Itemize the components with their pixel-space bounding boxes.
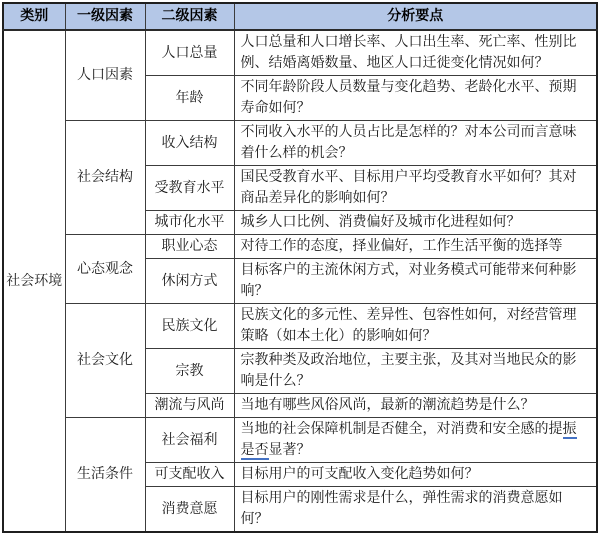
factor-cell: 生活条件 bbox=[65, 418, 145, 533]
header-row bbox=[3, 3, 597, 30]
table-row bbox=[3, 304, 597, 349]
sub-factor-cell: 职业心态 bbox=[145, 235, 234, 259]
points-cell: 对待工作的态度，择业偏好，工作生活平衡的选择等 bbox=[234, 235, 597, 259]
points-cell: 国民受教育水平、目标用户平均受教育水平如何？其对商品差异化的影响如何？ bbox=[234, 166, 597, 211]
points-text-post: 显著？ bbox=[268, 442, 311, 458]
sub-factor-cell: 受教育水平 bbox=[145, 166, 234, 211]
category-cell: 社会环境 bbox=[3, 30, 65, 532]
sub-factor-cell: 人口总量 bbox=[145, 30, 234, 76]
header-cell-analysis-points: 分析要点 bbox=[234, 3, 597, 30]
sub-factor-cell: 休闲方式 bbox=[145, 259, 234, 304]
sub-factor-cell: 消费意愿 bbox=[145, 487, 234, 533]
points-cell: 不同收入水平的人员占比是怎样的？对本公司而言意味着什么样的机会？ bbox=[234, 121, 597, 166]
table-row bbox=[3, 30, 597, 76]
points-cell: 城乡人口比例、消费偏好及城市化进程如何？ bbox=[234, 211, 597, 235]
table-row bbox=[3, 235, 597, 259]
factor-cell: 心态观念 bbox=[65, 235, 145, 304]
points-cell bbox=[234, 418, 597, 463]
points-cell: 目标客户的主流休闲方式，对业务模式可能带来何种影响？ bbox=[234, 259, 597, 304]
points-cell: 目标用户的刚性需求是什么，弹性需求的消费意愿如何？ bbox=[234, 487, 597, 533]
table-row bbox=[3, 121, 597, 166]
sub-factor-cell: 宗教 bbox=[145, 349, 234, 394]
sub-factor-cell: 可支配收入 bbox=[145, 463, 234, 487]
header-cell-category: 类别 bbox=[3, 3, 65, 30]
sub-factor-cell: 民族文化 bbox=[145, 304, 234, 349]
sub-factor-cell: 社会福利 bbox=[145, 418, 234, 463]
points-cell: 当地有哪些风俗风尚，最新的潮流趋势是什么？ bbox=[234, 394, 597, 418]
points-text-pre: 当地的社会保障机制是否健全，对消费和安全感的提 bbox=[240, 421, 563, 437]
header-cell-level2-factor: 二级因素 bbox=[145, 3, 234, 30]
points-cell: 民族文化的多元性、差异性、包容性如何，对经营管理策略（如本土化）的影响如何？ bbox=[234, 304, 597, 349]
sub-factor-cell: 收入结构 bbox=[145, 121, 234, 166]
social-environment-factor-table bbox=[2, 2, 598, 533]
points-cell: 不同年龄阶段人员数量与变化趋势、老龄化水平、预期寿命如何？ bbox=[234, 76, 597, 121]
sub-factor-cell: 潮流与风尚 bbox=[145, 394, 234, 418]
table-row bbox=[3, 418, 597, 463]
sub-factor-cell: 城市化水平 bbox=[145, 211, 234, 235]
points-cell: 目标用户的可支配收入变化趋势如何？ bbox=[234, 463, 597, 487]
points-cell: 宗教种类及政治地位，主要主张，及其对当地民众的影响是什么？ bbox=[234, 349, 597, 394]
grammar-underlined-text: 振是否 bbox=[240, 421, 577, 458]
sub-factor-cell: 年龄 bbox=[145, 76, 234, 121]
points-cell: 人口总量和人口增长率、人口出生率、死亡率、性别比例、结婚离婚数量、地区人口迁徙变化情况如何？ bbox=[234, 30, 597, 76]
factor-cell: 社会文化 bbox=[65, 304, 145, 418]
factor-cell: 人口因素 bbox=[65, 30, 145, 121]
header-cell-level1-factor: 一级因素 bbox=[65, 3, 145, 30]
factor-cell: 社会结构 bbox=[65, 121, 145, 235]
